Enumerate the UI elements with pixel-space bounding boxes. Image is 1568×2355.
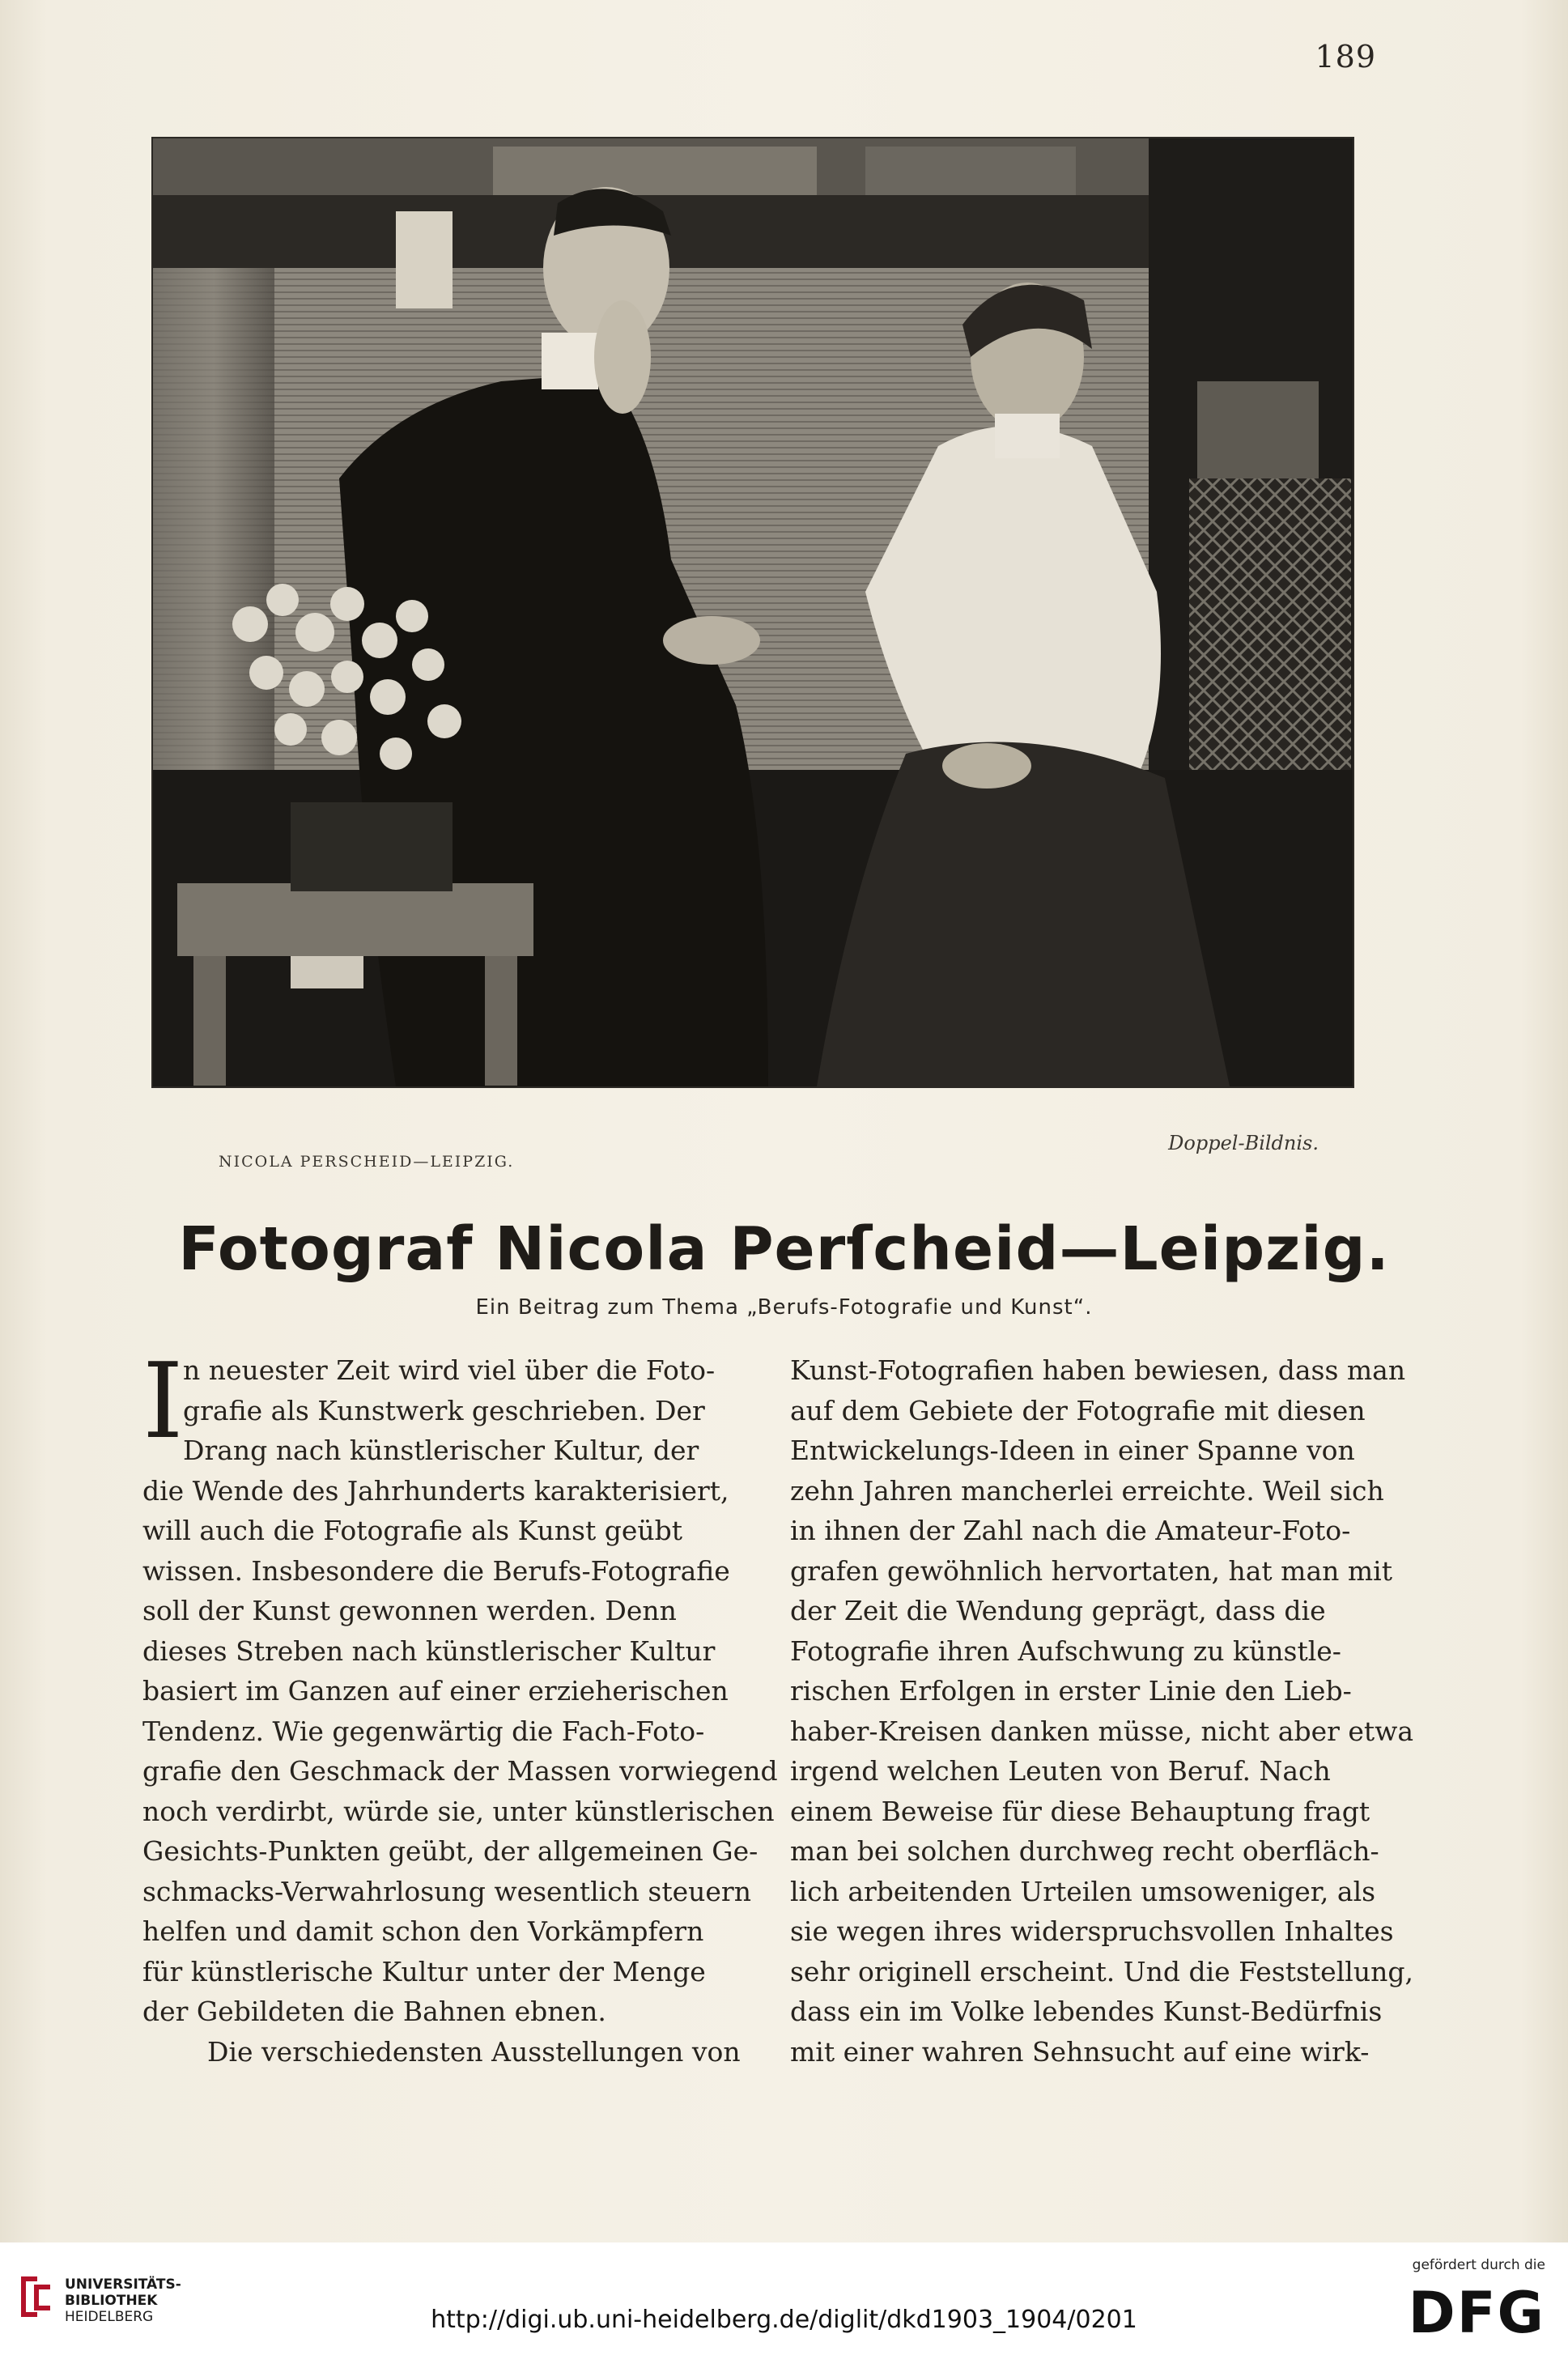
text-line: Tendenz. Wie gegenwärtig die Fach-Foto- (142, 1715, 705, 1747)
drop-cap: I (142, 1341, 184, 1462)
text-line: soll der Kunst gewonnen werden. Denn (142, 1595, 677, 1626)
text-line: man bei solchen durchweg recht oberfläch- (790, 1835, 1379, 1867)
photo-illustration (153, 138, 1353, 1086)
text-line: zehn Jahren mancherlei erreichte. Weil sich (790, 1474, 1384, 1507)
text-line: Drang nach künstlerischer Kultur, der (183, 1435, 699, 1466)
left-text-column (142, 1341, 778, 2072)
text-line: grafie den Geschmack der Massen vorwiegend (142, 1755, 778, 1787)
photo-title-caption: Doppel-Bildnis. (1168, 1132, 1319, 1154)
library-name-line1: UNIVERSITÄTS- (65, 2276, 181, 2293)
text-line: für künstlerische Kultur unter der Menge (142, 1955, 706, 1987)
text-line: schmacks-Verwahrlosung wesentlich steuern (142, 1875, 751, 1907)
text-line: Fotografie ihren Aufschwung zu künstle- (790, 1634, 1341, 1667)
text-line: Entwickelungs-Ideen in einer Spanne von (790, 1435, 1355, 1466)
text-line: rischen Erfolgen in erster Linie den Lieb- (790, 1675, 1352, 1707)
text-line: basiert im Ganzen auf einer erzieherischen (142, 1675, 729, 1707)
text-line: grafen gewöhnlich hervortaten, hat man mit (790, 1554, 1392, 1587)
text-line: Die verschiedensten Ausstellungen von (207, 2035, 741, 2068)
right-text-column (790, 1350, 1413, 2072)
article-subtitle: Ein Beitrag zum Thema „Berufs-Fotografie und Kunst“. (475, 1295, 1093, 1320)
text-line: wissen. Insbesondere die Berufs-Fotografie (142, 1554, 730, 1587)
text-line: einem Beweise für diese Behauptung fragt (790, 1795, 1370, 1827)
text-line: sie wegen ihres widerspruchsvollen Inhaltes (790, 1915, 1394, 1947)
text-line: Kunst-Fotografien haben bewiesen, dass man (790, 1354, 1406, 1386)
double-portrait-photo (153, 138, 1353, 1086)
text-line: der Zeit die Wendung geprägt, dass die (790, 1595, 1326, 1626)
text-line: sehr originell erscheint. Und die Feststellung, (790, 1955, 1413, 1987)
funding-note: gefördert durch die (1412, 2257, 1545, 2273)
article-title: Fotograf Nicola Perſcheid—Leipzig. (178, 1214, 1390, 1284)
text-line: dass ein im Volke lebendes Kunst-Bedürfnis (790, 1996, 1383, 2027)
library-name-line2: BIBLIOTHEK (65, 2293, 158, 2309)
text-line: n neuester Zeit wird viel über die Foto- (183, 1354, 716, 1386)
dfg-logo[interactable]: DFG (1408, 2280, 1545, 2346)
text-line: haber-Kreisen danken müsse, nicht aber etwa (790, 1715, 1414, 1747)
text-line: der Gebildeten die Bahnen ebnen. (142, 1996, 606, 2027)
library-name-line3: HEIDELBERG (65, 2309, 154, 2325)
text-line: lich arbeitenden Urteilen umsoweniger, als (790, 1875, 1376, 1907)
text-line: grafie als Kunstwerk geschrieben. Der (183, 1394, 705, 1426)
text-line: dieses Streben nach künstlerischer Kultur (142, 1634, 716, 1667)
text-line: noch verdirbt, würde sie, unter künstlerischen (142, 1795, 775, 1827)
text-line: Gesichts-Punkten geübt, der allgemeinen Ge- (142, 1835, 759, 1867)
text-line: auf dem Gebiete der Fotografie mit diesen (790, 1394, 1366, 1426)
viewer-footer (0, 2242, 1568, 2355)
text-line: mit einer wahren Sehnsucht auf eine wirk- (790, 2035, 1370, 2068)
text-line: will auch die Fotografie als Kunst geübt (142, 1515, 683, 1546)
permalink-url[interactable]: http://digi.ub.uni-heidelberg.de/diglit/dkd1903_1904/0201 (431, 2306, 1137, 2334)
text-line: in ihnen der Zahl nach die Amateur-Foto- (790, 1515, 1351, 1546)
text-line: irgend welchen Leuten von Beruf. Nach (790, 1755, 1331, 1787)
text-line: helfen und damit schon den Vorkämpfern (142, 1915, 704, 1947)
page-number: 189 (1315, 39, 1376, 74)
photographer-caption: NICOLA PERSCHEID—LEIPZIG. (219, 1153, 515, 1171)
text-line: die Wende des Jahrhunderts karakterisiert, (142, 1474, 729, 1507)
